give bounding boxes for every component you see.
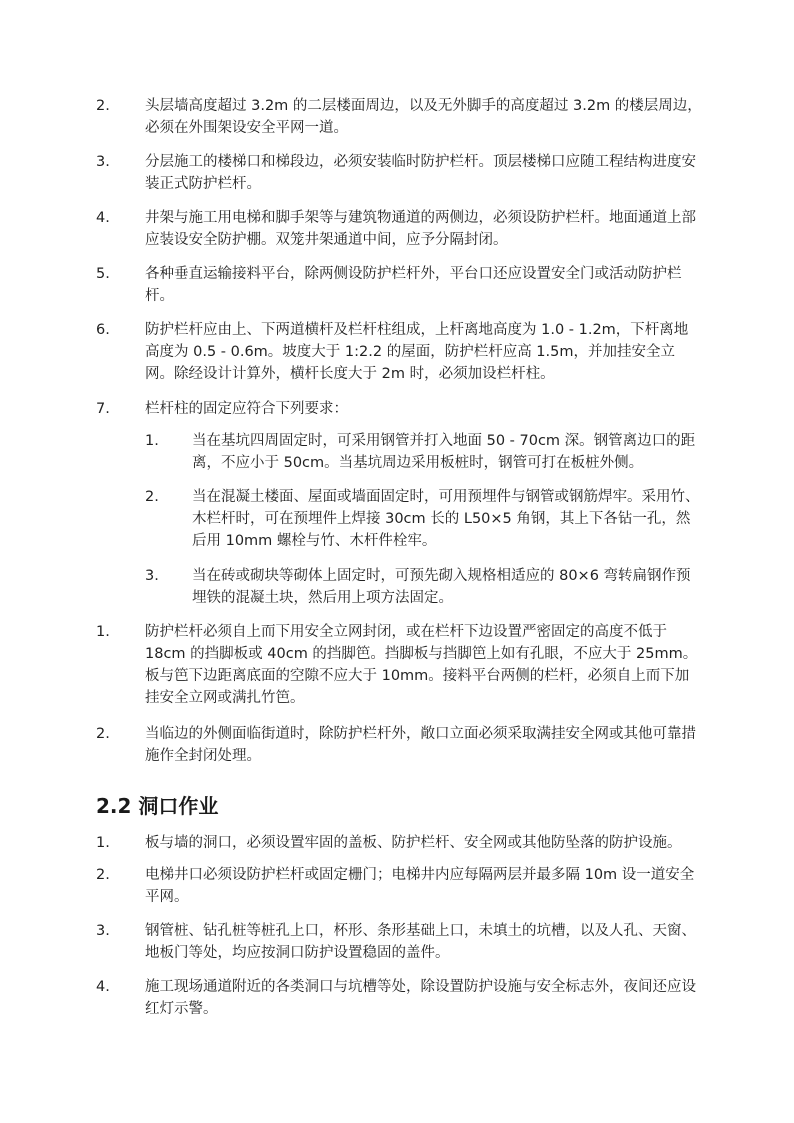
list-item-number: 3. [96, 154, 110, 170]
section-heading: 2.2 洞口作业 [96, 794, 219, 818]
list-item-text: 防护栏杆应由上、下两道横杆及栏杆柱组成，上杆离地高度为 1.0 - 1.2m，下杆离地高度为 0.5 - 0.6m。坡度大于 1:2.2 的屋面，防护栏杆应高 1.5m，并加挂安全立网。除经设计计算外，横杆长度大于 2m 时，必须加设栏杆柱。 [145, 322, 689, 382]
list-item-text: 分层施工的楼梯口和梯段边，必须安装临时防护栏杆。顶层楼梯口应随工程结构进度安装正式防护栏杆。 [145, 154, 696, 192]
list-item-number: 3. [145, 568, 159, 584]
list-item-text: 板与墙的洞口，必须设置牢固的盖板、防护栏杆、安全网或其他防坠落的防护设施。 [145, 835, 682, 851]
list-item-text: 当临边的外侧面临街道时，除防护栏杆外，敞口立面必须采取满挂安全网或其他可靠措施作全封闭处理。 [145, 726, 696, 764]
list-item-number: 2. [96, 867, 110, 883]
list-item-number: 2. [145, 489, 159, 505]
list-item-text: 当在混凝土楼面、屋面或墙面固定时，可用预埋件与钢管或钢筋焊牢。采用竹、木栏杆时，可在预埋件上焊接 30cm 长的 L50×5 角钢，其上下各钻一孔，然后用 10mm 螺栓与竹、木杆件栓牢。 [192, 489, 700, 549]
list-item-number: 2. [96, 98, 110, 114]
list-item-text: 施工现场通道附近的各类洞口与坑槽等处，除设置防护设施与安全标志外，夜间还应设红灯示警。 [145, 979, 696, 1017]
list-item-number: 4. [96, 979, 110, 995]
list-item-number: 5. [96, 266, 110, 282]
list-item-number: 1. [145, 433, 159, 449]
list-item-text: 当在基坑四周固定时，可采用钢管并打入地面 50 - 70cm 深。钢管离边口的距离，不应小于 50cm。当基坑周边采用板桩时，钢管可打在板桩外侧。 [192, 433, 696, 471]
list-item-number: 4. [96, 210, 110, 226]
list-item-text: 头层墙高度超过 3.2m 的二层楼面周边，以及无外脚手的高度超过 3.2m 的楼层周边，必须在外围架设安全平网一道。 [145, 98, 702, 136]
list-item-number: 6. [96, 322, 110, 338]
list-item-number: 1. [96, 624, 110, 640]
list-item-text: 各种垂直运输接料平台，除两侧设防护栏杆外，平台口还应设置安全门或活动防护栏杆。 [145, 266, 682, 304]
list-item-text: 栏杆柱的固定应符合下列要求： [145, 401, 348, 417]
list-item-text: 电梯井口必须设防护栏杆或固定栅门；电梯井内应每隔两层并最多隔 10m 设一道安全平网。 [145, 867, 695, 905]
list-item-text: 当在砖或砌块等砌体上固定时，可预先砌入规格相适应的 80×6 弯转扁钢作预埋铁的混凝土块，然后用上项方法固定。 [192, 568, 691, 606]
list-item-text: 井架与施工用电梯和脚手架等与建筑物通道的两侧边，必须设防护栏杆。地面通道上部应装设安全防护棚。双笼井架通道中间，应予分隔封闭。 [145, 210, 696, 248]
list-item-text: 防护栏杆必须自上而下用安全立网封闭，或在栏杆下边设置严密固定的高度不低于 18cm 的挡脚板或 40cm 的挡脚笆。挡脚板与挡脚笆上如有孔眼，不应大于 25mm。板与笆下边距离底面的空隙不应大于 10mm。接料平台两侧的栏杆，必须自上而下加挂安全立网或满扎竹笆。 [145, 624, 698, 706]
list-item-number: 7. [96, 401, 110, 417]
list-item-number: 1. [96, 835, 110, 851]
list-item-text: 钢管桩、钻孔桩等桩孔上口，杯形、条形基础上口，未填土的坑槽，以及人孔、天窗、地板门等处，均应按洞口防护设置稳固的盖件。 [145, 923, 696, 961]
list-item-number: 2. [96, 726, 110, 742]
list-item-number: 3. [96, 923, 110, 939]
